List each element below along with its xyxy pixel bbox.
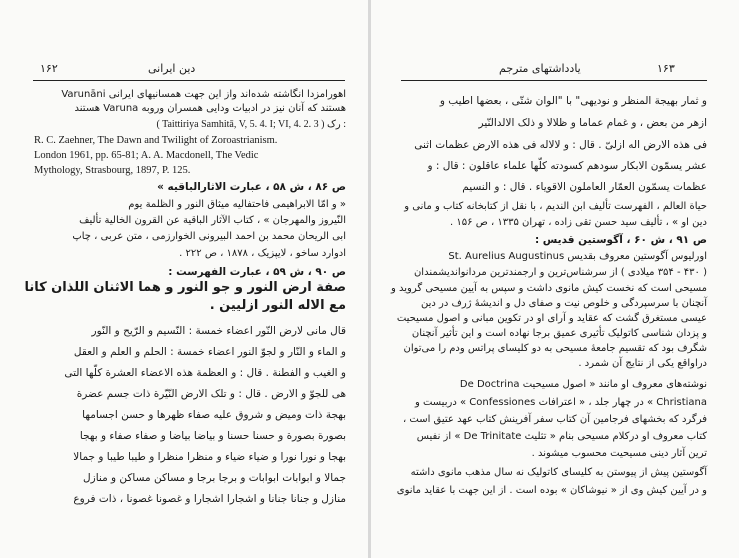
- left-text-line: London 1961, pp. 65-81; A. A. Macdonell, The Vedic: [34, 150, 259, 161]
- right-text-line: دراواقع یکی از نتایج آن شمرد .: [578, 358, 707, 369]
- left-section-heading: ص ۸۶ ، ش ۵۸ ، عبارت الاثارالباقیه »: [157, 181, 346, 193]
- left-text-line: النّیروز والمهرجان » ، کتاب الآثار الباقیة عن القرون الخالیة تألیف: [79, 215, 346, 226]
- right-text-line: شگرف بود که تقسیم جامعهٔ مسیحی به دو کلیسای پراتس ودم را می‌توان: [403, 343, 707, 354]
- right-text-line: Christiana » در چهار جلد ، « اعترافات Confessiones » دربیست و: [414, 397, 707, 408]
- left-page: [0, 0, 368, 558]
- right-text-line: اورلیوس آگوستین معروف بقدیس St. Aurelius Augustinus: [448, 251, 707, 262]
- right-text-line: ازهر من بعض ، و غمام عماما و ظلالا و ذلک الالدالنّیر: [478, 117, 707, 129]
- right-page-number: ۱۶۳: [657, 62, 675, 75]
- left-section-heading: ص ۹۰ ، ش ۵۹ ، عبارت الفهرست :: [168, 266, 346, 278]
- left-text-line: هی للجوّ و الارض . قال : و تلک الارض النّیّرة ذات جسم عضرة: [76, 388, 346, 400]
- right-header-title: یادداشتهای مترجم: [499, 62, 581, 75]
- left-header-title: دین ایرانی: [148, 62, 196, 75]
- right-text-line: نوشته‌های معروف او مانند « اصول مسیحیت De Doctrina: [459, 379, 707, 390]
- left-text-line: منازل و جنانا جنانا و اشجارا اشجارا و غصونا غصونا ، ذات فروع: [73, 493, 346, 505]
- left-text-line: بهجة ذات ومیض و شروق علیه صفاء ظهرها و حسن اجسامها: [82, 409, 346, 421]
- left-text-line: بصورة بصورة و حسنا حسنا و بیاضا بیاضا و صفاء صفاء و بهجا: [79, 430, 346, 442]
- right-text-line: دین او » ، تألیف سید حسن تقی زاده ، تهران ۱۳۳۵ ، ص ۱۵۶ .: [450, 217, 707, 228]
- left-text-line: بهجا و نورا نورا و ضیاء ضیاء و منظرا منظرا و طیبا طیبا و جمالا: [73, 451, 346, 463]
- left-text-line: جمالا و ابوابات ابوابات و برجا برجا و مساکن مساکن و منازل: [83, 472, 346, 484]
- right-text-line: ( ۴۳۰ - ۳۵۴ میلادی ) از سرشناس‌ترین و ارجمندترین مردانواندیشمندان: [413, 267, 707, 278]
- left-page-number: ۱۶۲: [40, 62, 58, 75]
- right-text-line: آنچنان با سرسپردگی و خلوص نیت و صفای دل و اندیشهٔ ژرف در دین: [421, 298, 707, 309]
- right-text-line: فرگرد که بخشهای فرجامین آن کتاب سفر آفرینش کتاب عهد عتیق است ،: [402, 414, 707, 425]
- left-arabic-heading: صفة ارض النور و جو النور و هما الاثنان اللذان کانا: [24, 280, 346, 295]
- right-text-line: فی هذه الارض اله ازلیّ . قال : و لالاله فی هذه الارض عظمات اثنی: [414, 139, 707, 151]
- right-text-line: عیسی مستغرق گشت که عقاید و آرای او در تکوین مبانی و اصول مسیحیت: [396, 313, 707, 324]
- left-text-line: قال مانی لارض النّور اعضاء خمسة : النّسیم و الرّیح و النّور: [91, 325, 346, 337]
- left-text-line: و الغیب و الفطنة . قال : و العظمة هذه الاعضاء العشرة کلّها التی: [64, 367, 346, 379]
- left-text-line: Mythology, Strasbourg, 1897, P. 125.: [34, 165, 191, 176]
- left-text-line: « و امّا الابراهیمی فاحتفالیه میثاق النور و الظلمة یوم: [128, 199, 346, 210]
- right-text-line: عشر یسمّون الابکار سودهم کسودته کلّها علماء عاقلون : قال : و: [427, 160, 707, 172]
- right-header-rule: [401, 80, 707, 81]
- right-text-line: آگوستین پیش از پیوستن به کلیسای کاتولیک نه سال مذهب مانوی داشته: [410, 467, 707, 478]
- left-text-line: هستند که آنان نیز در ادبیات ودایی همسران وروبه Varuna هستند: [74, 103, 346, 114]
- right-text-line: مسیحی است که نخست کیش مانوی داشت و سپس به آیین مسیحی گروید و: [391, 283, 707, 294]
- right-text-line: و پزدان شناسی کاتولیک تأثیری عمیق برجا نهاده است و این تأثیر آنچنان: [411, 328, 707, 339]
- right-text-line: ترین آثار دینی مسیحیت محسوب میشوند .: [531, 448, 707, 459]
- right-text-line: کتاب معروف او درکلام مسیحی بنام « تثلیث De Trinitate » از نفیس‌: [416, 431, 707, 442]
- left-text-line: و الماء و النّار و لجوّ النور اعضاء خمسة : الحلم و العلم و العقل: [73, 346, 346, 358]
- left-text-line: ادوارد ساخو ، لایپزیک ، ۱۸۷۸ ، ص ۲۲۲ .: [179, 248, 346, 259]
- right-text-line: حیاة العالم ، الفهرست تألیف ابن الندیم ، با نقل از کتابخانه کتاب و مانی و: [404, 201, 707, 212]
- right-text-line: عظمات یسمّون العمّار العاملون الاقویاء . قال : و النسیم: [462, 181, 707, 193]
- right-text-line: و ثمار بهیجة المنظر و نودیهی" با "الوان شتّی ، بعضها اطیب و: [439, 95, 707, 107]
- left-text-line: R. C. Zaehner, The Dawn and Twilight of Zoroastrianism.: [34, 135, 278, 146]
- left-arabic-heading: مع الاله النور ازلیین .: [209, 298, 346, 313]
- left-text-line: ابی الریحان محمد بن احمد البیرونی الخوارزمی ، متن عربی ، چاپ: [72, 231, 346, 242]
- right-page: [371, 0, 739, 558]
- left-text-line: ( Taittiriya Samhitā, V, 5. 4. I; VI, 4. 2. 3 ) رک :: [156, 119, 346, 130]
- right-section-heading: ص ۹۱ ، ش ۶۰ ، آگوستین قدیس :: [534, 234, 707, 246]
- left-text-line: اهورامزدا انگاشته شده‌اند واز این جهت همسانیهای ایرانی Varunāni: [61, 89, 346, 100]
- right-text-line: و در آیین کیش وی از « نیوشاکان » بوده است . از این جهت با عقاید مانوی: [396, 485, 707, 496]
- left-header-rule: [33, 80, 345, 81]
